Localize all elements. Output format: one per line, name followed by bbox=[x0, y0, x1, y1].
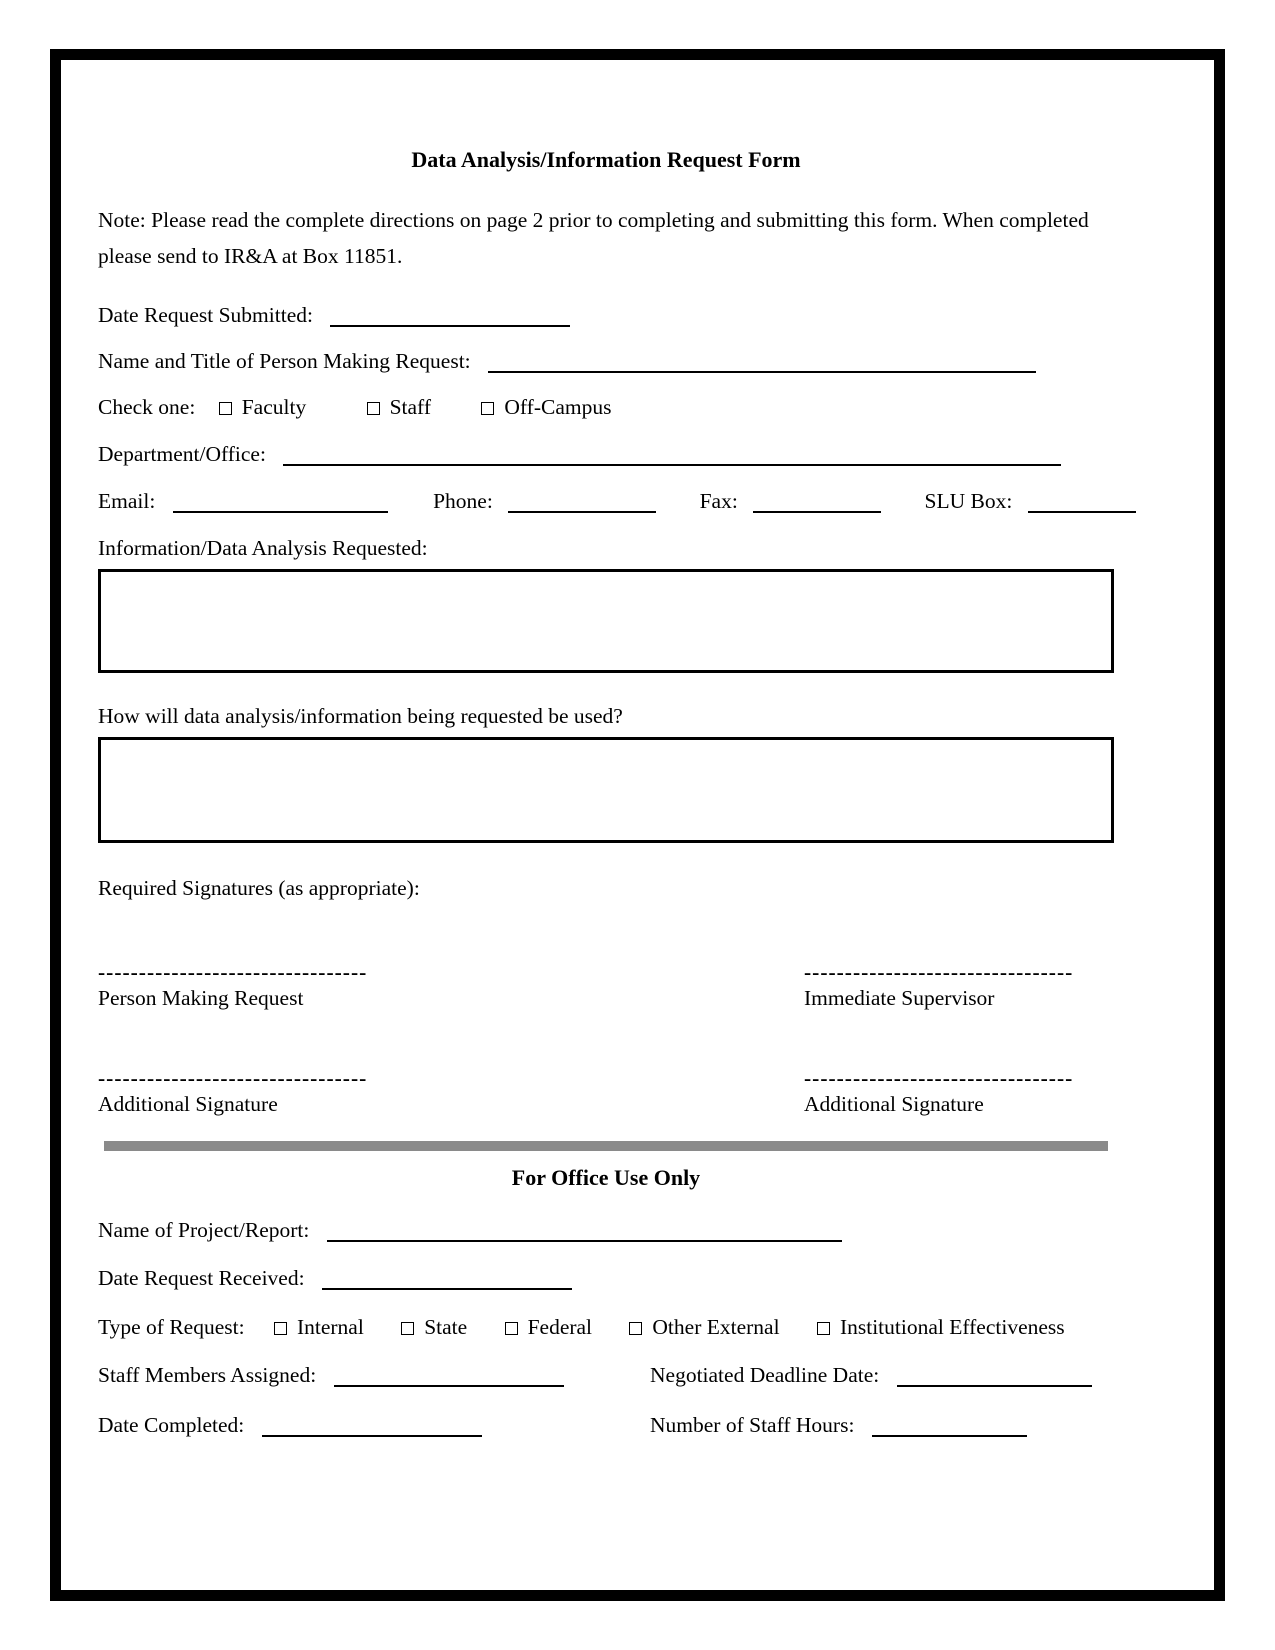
checkbox-option-label: Faculty bbox=[241, 395, 307, 419]
page-border bbox=[50, 49, 1225, 1601]
name-title-row bbox=[98, 348, 1114, 374]
signature-additional-right bbox=[804, 1067, 1114, 1119]
date-completed-cell bbox=[98, 1412, 650, 1438]
deadline-field[interactable] bbox=[897, 1363, 1092, 1387]
checkbox-option-label: Off-Campus bbox=[504, 395, 612, 419]
signature-row-1 bbox=[98, 961, 1114, 1013]
staff-hours-cell bbox=[650, 1412, 1027, 1438]
fax-field[interactable] bbox=[753, 489, 881, 513]
date-request-submitted-row bbox=[98, 302, 1114, 328]
signature-immediate-supervisor bbox=[804, 961, 1114, 1013]
how-used-textbox[interactable] bbox=[98, 737, 1114, 843]
staff-hours-label: Number of Staff Hours: bbox=[650, 1413, 855, 1437]
phone-field[interactable] bbox=[508, 489, 656, 513]
staff-assigned-label: Staff Members Assigned: bbox=[98, 1363, 317, 1387]
check-one-row bbox=[98, 394, 1114, 420]
info-requested-label-row bbox=[98, 535, 1114, 561]
type-of-request-label: Type of Request: bbox=[98, 1315, 245, 1339]
deadline-label: Negotiated Deadline Date: bbox=[650, 1363, 880, 1387]
checkbox-icon[interactable] bbox=[505, 1322, 518, 1335]
checkbox-option-other-external[interactable] bbox=[629, 1314, 779, 1340]
date-completed-label: Date Completed: bbox=[98, 1413, 245, 1437]
department-office-label: Department/Office: bbox=[98, 442, 266, 466]
required-signatures-heading: Required Signatures (as appropriate): bbox=[98, 876, 420, 900]
slu-box-field[interactable] bbox=[1028, 489, 1136, 513]
section-divider-bar bbox=[104, 1141, 1108, 1151]
signature-additional-left bbox=[98, 1067, 408, 1119]
checkbox-option-label: Internal bbox=[296, 1315, 364, 1339]
office-use-heading: For Office Use Only bbox=[511, 1165, 701, 1190]
slu-box-label: SLU Box: bbox=[924, 489, 1013, 513]
date-request-submitted-label: Date Request Submitted: bbox=[98, 303, 313, 327]
signature-label: Person Making Request bbox=[98, 986, 304, 1010]
date-completed-field[interactable] bbox=[262, 1413, 482, 1437]
type-of-request-row bbox=[98, 1314, 1114, 1340]
date-received-row bbox=[98, 1265, 1114, 1291]
phone-label: Phone: bbox=[433, 489, 493, 513]
fax-label: Fax: bbox=[699, 489, 738, 513]
staff-assigned-field[interactable] bbox=[334, 1363, 564, 1387]
department-office-row bbox=[98, 441, 1114, 467]
signature-line[interactable]: --------------------------------- bbox=[98, 1066, 368, 1090]
how-used-label-row bbox=[98, 703, 1114, 729]
checkbox-icon[interactable] bbox=[481, 402, 494, 415]
date-received-label: Date Request Received: bbox=[98, 1266, 305, 1290]
how-used-label: How will data analysis/information being requested be used? bbox=[98, 704, 623, 728]
checkbox-icon[interactable] bbox=[274, 1322, 287, 1335]
checkbox-option-institutional-effectiveness[interactable] bbox=[817, 1314, 1065, 1340]
date-received-field[interactable] bbox=[322, 1266, 572, 1290]
checkbox-option-internal[interactable] bbox=[274, 1314, 364, 1340]
checkbox-option-staff[interactable] bbox=[367, 394, 431, 420]
form-title: Data Analysis/Information Request Form bbox=[411, 147, 801, 172]
staff-assigned-cell bbox=[98, 1362, 650, 1388]
checkbox-option-label: Federal bbox=[527, 1315, 593, 1339]
signature-line[interactable]: --------------------------------- bbox=[98, 960, 368, 984]
project-row bbox=[98, 1217, 1114, 1243]
signature-label: Immediate Supervisor bbox=[804, 986, 995, 1010]
name-title-label: Name and Title of Person Making Request: bbox=[98, 349, 471, 373]
checkbox-option-state[interactable] bbox=[401, 1314, 467, 1340]
name-title-field[interactable] bbox=[488, 349, 1036, 373]
checkbox-option-label: State bbox=[424, 1315, 468, 1339]
deadline-cell bbox=[650, 1362, 1092, 1388]
contact-row bbox=[98, 488, 1114, 514]
completed-hours-row bbox=[98, 1412, 1114, 1438]
department-office-field[interactable] bbox=[283, 442, 1061, 466]
staff-hours-field[interactable] bbox=[872, 1413, 1027, 1437]
checkbox-option-label: Institutional Effectiveness bbox=[839, 1315, 1065, 1339]
checkbox-option-label: Staff bbox=[389, 395, 431, 419]
checkbox-icon[interactable] bbox=[219, 402, 232, 415]
staff-deadline-row bbox=[98, 1362, 1114, 1388]
signature-line[interactable]: --------------------------------- bbox=[804, 960, 1074, 984]
date-request-submitted-field[interactable] bbox=[330, 303, 570, 327]
signature-label: Additional Signature bbox=[804, 1092, 984, 1116]
form-note: Note: Please read the complete directions on page 2 prior to completing and submitting this form. When completed please send to IR&A at Box 11851. bbox=[98, 208, 1089, 268]
checkbox-option-faculty[interactable] bbox=[219, 394, 307, 420]
email-label: Email: bbox=[98, 489, 156, 513]
signature-line[interactable]: --------------------------------- bbox=[804, 1066, 1074, 1090]
checkbox-option-label: Other External bbox=[652, 1315, 780, 1339]
email-field[interactable] bbox=[173, 489, 388, 513]
project-label: Name of Project/Report: bbox=[98, 1218, 310, 1242]
checkbox-icon[interactable] bbox=[817, 1322, 830, 1335]
info-requested-textbox[interactable] bbox=[98, 569, 1114, 673]
signature-person-making-request bbox=[98, 961, 408, 1013]
checkbox-option-federal[interactable] bbox=[505, 1314, 592, 1340]
signature-label: Additional Signature bbox=[98, 1092, 278, 1116]
checkbox-icon[interactable] bbox=[401, 1322, 414, 1335]
checkbox-icon[interactable] bbox=[367, 402, 380, 415]
signature-row-2 bbox=[98, 1067, 1114, 1119]
form-content bbox=[98, 60, 1114, 1438]
info-requested-label: Information/Data Analysis Requested: bbox=[98, 536, 428, 560]
checkbox-option-off-campus[interactable] bbox=[481, 394, 611, 420]
checkbox-icon[interactable] bbox=[629, 1322, 642, 1335]
check-one-label: Check one: bbox=[98, 395, 196, 419]
project-field[interactable] bbox=[327, 1218, 842, 1242]
